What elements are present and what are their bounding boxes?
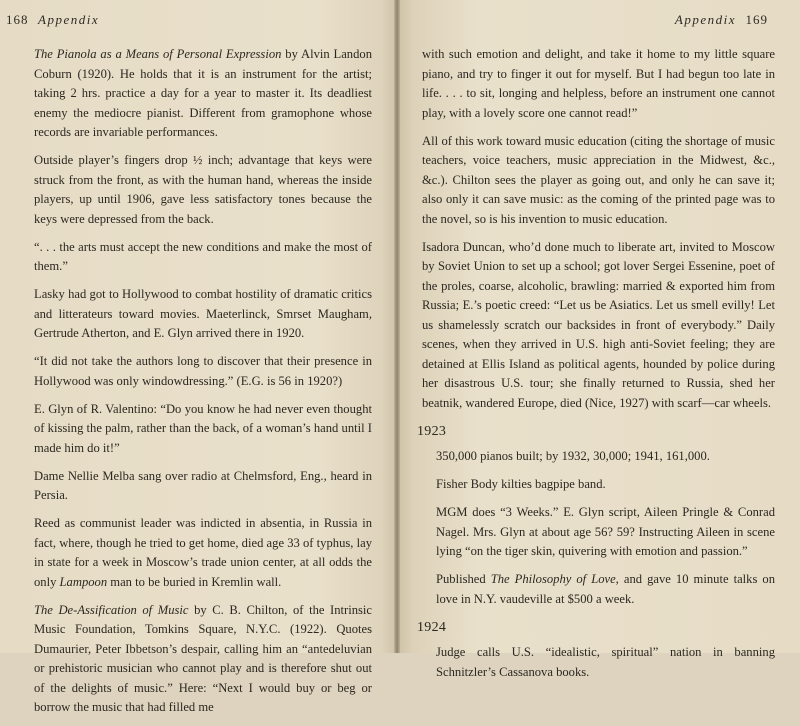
left-header-title: Appendix xyxy=(38,12,100,27)
paragraph-text: and gave 10 minute talks on love in N.Y. vaudeville at $500 a week. xyxy=(436,572,775,606)
left-page-text xyxy=(34,45,372,726)
paragraph-quote-arts: “. . . the arts must accept the new conditions and make the most of them.” xyxy=(34,239,372,273)
book-gutter xyxy=(394,0,400,653)
book-title-deassification: The De-Assification of Music xyxy=(34,602,189,617)
entry-judge: Judge calls U.S. “idealistic, spiritual” nation in banning Schnitzler’s Cassanova books. xyxy=(436,645,775,679)
left-page-number: 168 xyxy=(6,12,29,27)
paragraph-text: Published xyxy=(436,572,491,586)
paragraph-text: Reed as communist leader was indicted in absentia, in Russia in fact, where, though he tried to get home, died age 33 of typhus, lay in state for a week in Moscow’s trade union center, at all odds the only xyxy=(34,516,372,589)
paragraph-chilton xyxy=(34,601,372,718)
entry-fisher-body: Fisher Body kilties bagpipe band. xyxy=(436,477,606,491)
paragraph-pianola xyxy=(34,45,372,143)
right-page-text xyxy=(417,45,775,691)
paragraph-music-education: All of this work toward music education (citing the shortage of music teachers, voice teachers, music appreciation in the Midwest, &c., &c.). Chilton sees the player as going out, and only he can save it; also only it can save music: as the coming of the printed page was to the novel, so is his invention to music education. xyxy=(422,133,775,226)
entry-pianos: 350,000 pianos built; by 1932, 30,000; 1941, 161,000. xyxy=(436,449,710,463)
paragraph-text: by C. B. Chilton, of the Intrinsic Music Foundation, Tomkins Square, N.Y.C. (1922). Quotes Dumaurier, Peter Ibbetson’s despair, calling him an “antedeluvian or prehistoric musician who cannot play and is therefore shut out of the delights of music.” Here: “Next I would buy or beg or borrow the music that had filled me xyxy=(34,602,372,714)
left-page xyxy=(0,0,397,714)
paragraph-text: man to be buried in Kremlin wall. xyxy=(107,574,282,589)
year-heading-1924: 1924 xyxy=(417,619,447,635)
right-page-number: 169 xyxy=(745,12,768,27)
paragraph-isadora: Isadora Duncan, who’d done much to liberate art, invited to Moscow by Soviet Union to set up a school; got lover Sergei Essenine, poet of the proles, coarse, alcoholic, brawling: married & exported him from Russia; E.’s poetic creed: “Let us be Asiatics. Let us smell evilly! Let us shamelessly scratch our backsides in front of everybody.” Daily scenes, when they arrived in U.S. high anti-Soviet feeling; they are detained at Ellis Island as political agents, hounded by police during her disastrous U.S. tour; she finally returned to Russia, shed her beatnik, wandered Europe, died (Nice, 1927) with scarf—car wheels. xyxy=(422,239,775,410)
paragraph-continuation: with such emotion and delight, and take it home to my little square piano, and try to finger it out for myself. But I had begun too late in life. . . . to sit, longing and helpless, before an instrument one cannot play, with a lovely score one cannot read!” xyxy=(422,47,775,120)
paragraph-valentino: E. Glyn of R. Valentino: “Do you know he had never even thought of kissing the palm, rather than the back, of a woman’s hand until I made him do it!” xyxy=(34,401,372,455)
right-header-title: Appendix xyxy=(674,12,736,27)
year-heading-1923: 1923 xyxy=(417,423,447,439)
lampoon-italic: Lampoon xyxy=(59,574,108,589)
paragraph-authors: “It did not take the authors long to discover that their presence in Hollywood was only windowdressing.” (E.G. is 56 in 1920?) xyxy=(34,354,372,388)
paragraph-text: by Alvin Landon Coburn (1920). He holds that it is an instrument for the artist; taking 2 hrs. practice a day for a year to master it. Its deadliest enemy the mediocre pianist. Different from gramophone whose records are invariable performances. xyxy=(34,47,372,139)
paragraph-melba: Dame Nellie Melba sang over radio at Chelmsford, Eng., heard in Persia. xyxy=(34,468,372,502)
right-running-head xyxy=(675,12,768,28)
left-running-head xyxy=(6,12,99,28)
paragraph-reed xyxy=(34,514,372,592)
entry-mgm: MGM does “3 Weeks.” E. Glyn script, Aileen Pringle & Conrad Nagel. Mrs. Glyn at about age 56? 59? Instructing Aileen in scene lying “on the tiger skin, quivering with emotion and passion.” xyxy=(436,505,775,558)
entry-philosophy xyxy=(436,570,775,609)
right-page xyxy=(397,0,800,679)
paragraph-fingers: Outside player’s fingers drop ½ inch; advantage that keys were struck from the front, as with the human hand, whereas the inside players, up until 1906, gave less satisfactory tones because the keys were depressed from the back. xyxy=(34,153,372,226)
book-title-philosophy: The Philosophy of Love, xyxy=(490,572,619,586)
book-title-pianola: The Pianola as a Means of Personal Expression xyxy=(34,47,282,61)
paragraph-lasky: Lasky had got to Hollywood to combat hostility of dramatic critics and litterateurs toward movies. Maeterlinck, Smrset Maugham, Gertrude Atherton, and E. Glyn arrived there in 1920. xyxy=(34,287,372,340)
